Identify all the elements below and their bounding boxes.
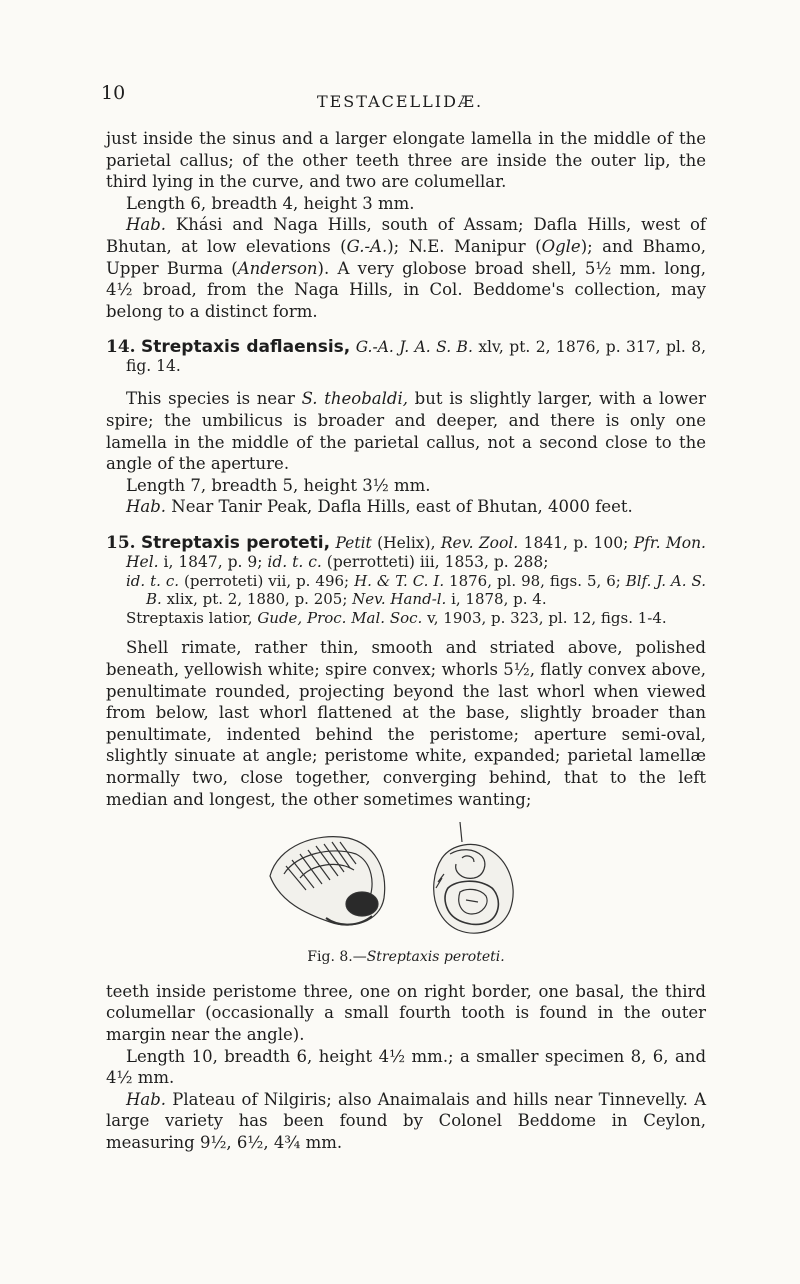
dimensions-15: Length 10, breadth 6, height 4½ mm.; a smaller specimen 8, 6, and 4½ mm. xyxy=(106,1046,706,1088)
shell-view-above xyxy=(270,837,385,925)
description-14: This species is near S. theobaldi, but is slightly larger, with a lower spire; the umbilicus is broader and deeper, and there is only one lamella in the middle of the parietal callus, not a second close to the angle of the aperture. xyxy=(106,389,707,474)
paragraph-top: just inside the sinus and a larger elongate lamella in the middle of the parietal callus; of the other teeth three are inside the outer lip, the third lying in the curve, and two are columellar. xyxy=(106,129,706,192)
running-head: TESTACELLIDÆ. xyxy=(316,92,484,111)
page-header xyxy=(0,82,800,112)
habitat-15: Hab. Plateau of Nilgiris; also Anaimalais and hills near Tinnevelly. A large variety has been found by Colonel Beddome in Ceylon, measuring 9½, 6½, 4¾ mm. xyxy=(106,1089,706,1152)
species-name: Streptaxis daflaensis, xyxy=(141,337,351,358)
page-number: 10 xyxy=(101,82,126,104)
habitat-label: Hab. xyxy=(126,215,167,235)
shell-illustration xyxy=(256,818,556,943)
species-heading-14: 14. Streptaxis daflaensis, G.-A. J. A. S. B. xlv, pt. 2, 1876, p. 317, pl. 8, fig. 14. xyxy=(106,337,707,376)
figure-caption: Fig. 8.—Streptaxis peroteti. xyxy=(307,949,505,966)
description-15: Shell rimate, rather thin, smooth and striated above, polished beneath, yellowish white; spire convex; whorls 5½, flatly convex above, penultimate rounded, projecting beyond the last whorl when viewed from below, last whorl flattened at the base, slightly broader than penultimate, indented behind the peristome; aperture semi-oval, slightly sinuate at angle; peristome white, expanded; parietal lamellæ normally two, close together, converging behind, that to the left median and longest, the other sometimes wanting; xyxy=(106,638,706,809)
habitat-14: Hab. Near Tanir Peak, Dafla Hills, east of Bhutan, 4000 feet. xyxy=(126,497,633,517)
page-body xyxy=(106,128,706,1154)
figure-8 xyxy=(106,818,706,943)
description-15-continued: teeth inside peristome three, one on right border, one basal, the third columellar (occasionally a small fourth tooth is found in the outer margin near the angle). xyxy=(106,981,706,1044)
habitat-13: Hab. Khási and Naga Hills, south of Assam; Dafla Hills, west of Bhutan, at low elevations (G.-A.); N.E. Manipur (Ogle); and Bhamo, Upper Burma (Anderson). A very globose broad shell, 5½ mm. long, 4½ broad, from the Naga Hills, in Col. Beddome's collection, may belong to a distinct form. xyxy=(106,215,707,321)
synonymy-15a: id. t. c. (perroteti) vii, p. 496; H. & T. C. I. 1876, pl. 98, figs. 5, 6; Blf. J. A. S. B. xlix, pt. 2, 1880, p. 205; Nev. Hand-l. i, 1878, p. 4. xyxy=(126,571,707,609)
shell-view-below xyxy=(434,822,513,933)
species-heading-15: 15. Streptaxis peroteti, Petit (Helix), Rev. Zool. 1841, p. 100; Pfr. Mon. Hel. i, 1847, p. 9; id. t. c. (perrotteti) iii, 1853, p. 288; xyxy=(106,532,706,571)
species-name: Streptaxis peroteti, xyxy=(140,532,331,553)
dimensions-14: Length 7, breadth 5, height 3½ mm. xyxy=(126,475,431,495)
dimensions-13: Length 6, breadth 4, height 3 mm. xyxy=(126,193,415,213)
synonymy-15b: Streptaxis latior, Gude, Proc. Mal. Soc. v, 1903, p. 323, pl. 12, figs. 1-4. xyxy=(126,608,667,627)
